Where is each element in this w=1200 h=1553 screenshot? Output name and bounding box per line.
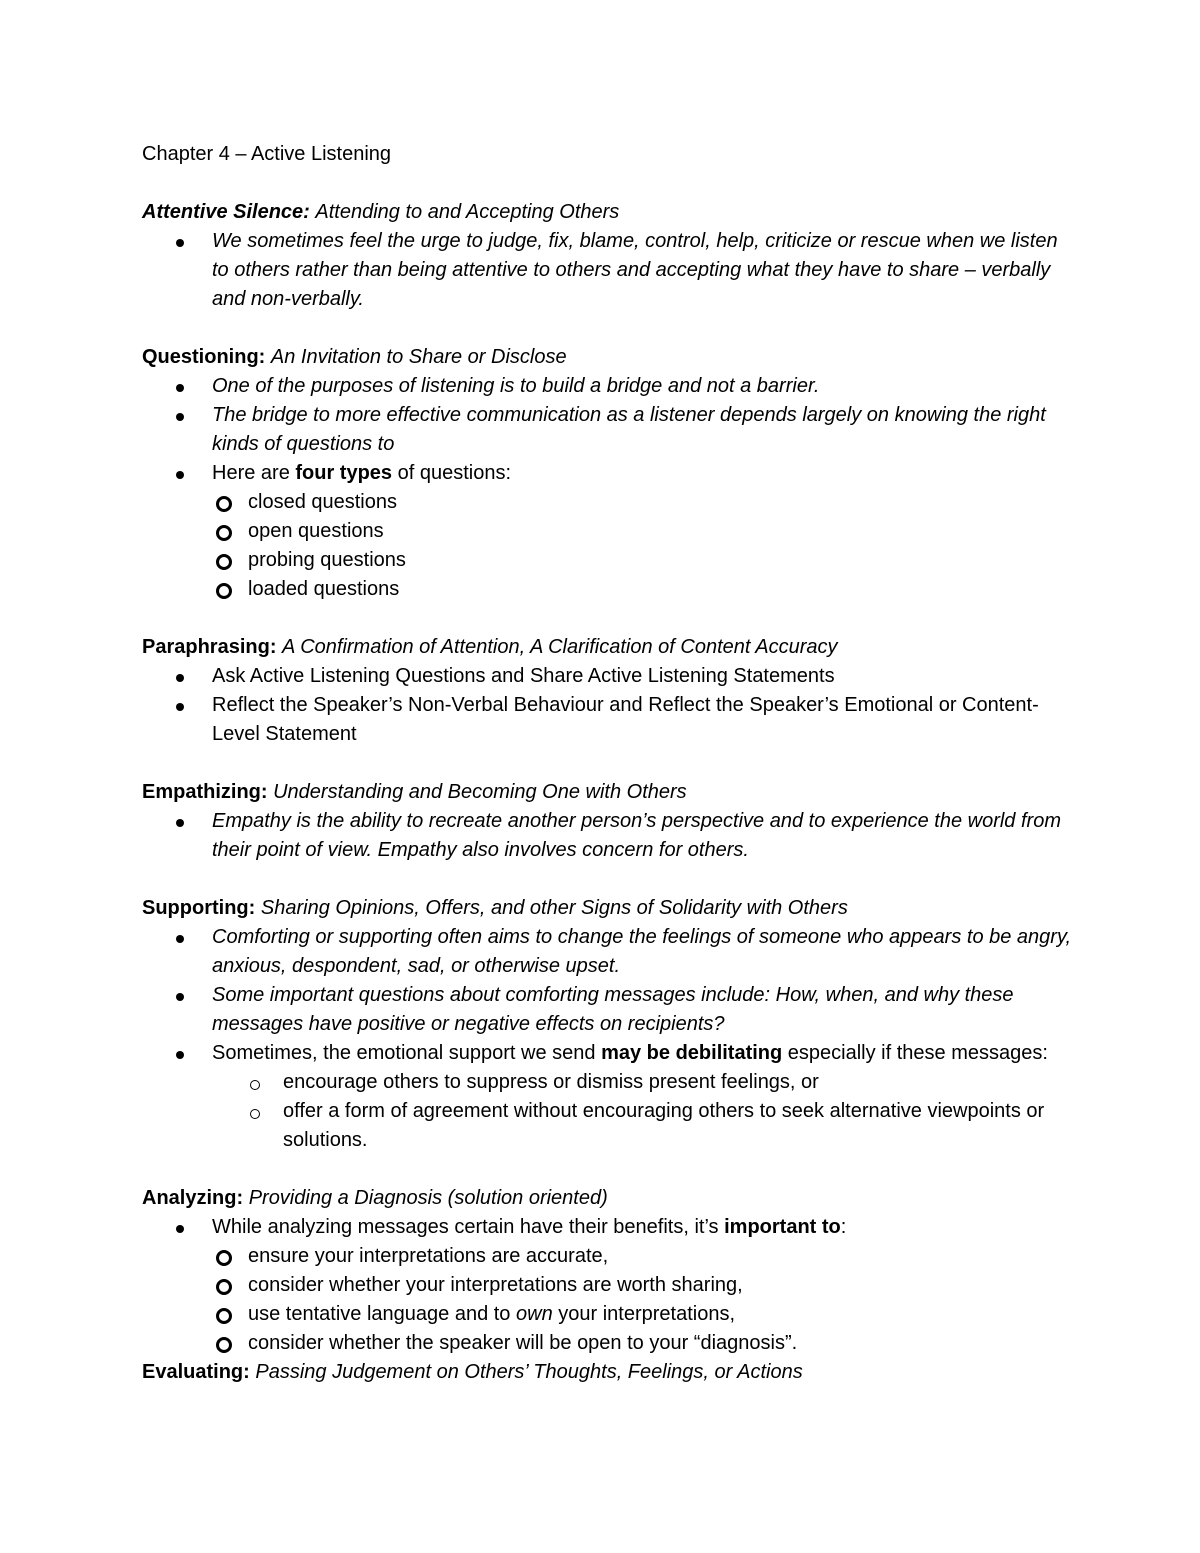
- ring-bullet-icon: [216, 1250, 232, 1266]
- list-item: [142, 1068, 1072, 1097]
- list-item: [142, 546, 1072, 575]
- emphasis-text: important to: [724, 1216, 841, 1238]
- list-item-text: open questions: [248, 520, 384, 542]
- list-item-text: Comforting or supporting often aims to change the feelings of someone who appears to be angry, anxious, despondent, sad, or otherwise upset.: [212, 926, 1072, 977]
- list-item: [142, 517, 1072, 546]
- ring-bullet-icon: [216, 1279, 232, 1295]
- list-item-text: your interpretations,: [552, 1303, 736, 1325]
- ring-bullet-icon: [216, 554, 232, 570]
- list-item-text: Sometimes, the emotional support we send: [212, 1042, 602, 1064]
- ring-bullet-icon: [216, 496, 232, 512]
- section-heading: [142, 633, 1072, 662]
- section-heading: [142, 1358, 1072, 1387]
- section-heading: [142, 1184, 1072, 1213]
- list-item-text: :: [840, 1216, 847, 1238]
- list-item-text: One of the purposes of listening is to build a bridge and not a barrier.: [212, 375, 820, 397]
- list-item: [142, 981, 1072, 1039]
- list-item: [142, 1271, 1072, 1300]
- list-item-text: especially if these messages:: [782, 1042, 1048, 1064]
- hollow-bullet-icon: [250, 1080, 260, 1090]
- bullet-icon: [176, 993, 184, 1001]
- heading-subtitle: Providing a Diagnosis (solution oriented): [248, 1187, 608, 1209]
- list-item: [142, 459, 1072, 488]
- bullet-list: [142, 227, 1072, 314]
- bullet-icon: [176, 674, 184, 682]
- bullet-list: [142, 662, 1072, 749]
- list-item: [142, 807, 1072, 865]
- heading-label: Analyzing:: [142, 1187, 244, 1209]
- ring-bullet-icon: [216, 1308, 232, 1324]
- list-item: [142, 1097, 1072, 1155]
- bullet-icon: [176, 471, 184, 479]
- bullet-list: [142, 1213, 1072, 1358]
- list-item-text: The bridge to more effective communication as a listener depends largely on knowing the right kinds of questions to: [212, 404, 1046, 455]
- list-item-text: Empathy is the ability to recreate another person’s perspective and to experience the world from their point of view. Empathy also involves concern for others.: [212, 810, 1061, 861]
- heading-subtitle: Passing Judgement on Others’ Thoughts, Feelings, or Actions: [255, 1361, 803, 1383]
- chapter-title: Chapter 4 – Active Listening: [142, 143, 392, 165]
- section-heading: [142, 343, 1072, 372]
- list-item: [142, 1300, 1072, 1329]
- heading-subtitle: Understanding and Becoming One with Others: [273, 781, 687, 803]
- bullet-icon: [176, 819, 184, 827]
- list-item: [142, 662, 1072, 691]
- bullet-icon: [176, 239, 184, 247]
- list-item-text: use tentative language and to: [248, 1303, 516, 1325]
- bullet-list: [142, 923, 1072, 1155]
- list-item-text: Reflect the Speaker’s Non-Verbal Behaviour and Reflect the Speaker’s Emotional or Content-Level Statement: [212, 694, 1039, 745]
- list-item: [142, 1242, 1072, 1271]
- section-supporting: [142, 894, 1072, 1155]
- section-evaluating: [142, 1358, 1072, 1387]
- ring-bullet-icon: [216, 525, 232, 541]
- list-item: [142, 1329, 1072, 1358]
- section-empathizing: [142, 778, 1072, 865]
- list-item: [142, 691, 1072, 749]
- bullet-icon: [176, 384, 184, 392]
- list-item-text: ensure your interpretations are accurate,: [248, 1245, 609, 1267]
- list-item-text: We sometimes feel the urge to judge, fix, blame, control, help, criticize or rescue when we listen to others rather than being attentive to others and accepting what they have to share – verbally and non-verbally.: [212, 230, 1058, 310]
- list-item: [142, 1039, 1072, 1068]
- list-item-text: offer a form of agreement without encouraging others to seek alternative viewpoints or solutions.: [283, 1100, 1045, 1151]
- emphasis-text: may be debilitating: [601, 1042, 783, 1064]
- bullet-icon: [176, 1051, 184, 1059]
- heading-subtitle: Attending to and Accepting Others: [315, 201, 620, 223]
- heading-label: Empathizing:: [142, 781, 268, 803]
- heading-subtitle: A Confirmation of Attention, A Clarification of Content Accuracy: [282, 636, 838, 658]
- section-paraphrasing: [142, 633, 1072, 749]
- heading-subtitle: Sharing Opinions, Offers, and other Signs of Solidarity with Others: [260, 897, 848, 919]
- document-page: [142, 140, 1072, 1416]
- heading-label: Attentive Silence:: [142, 201, 310, 223]
- list-item: [142, 227, 1072, 314]
- ring-bullet-icon: [216, 1337, 232, 1353]
- emphasis-text: own: [516, 1303, 553, 1325]
- list-item: [142, 372, 1072, 401]
- section-heading: [142, 778, 1072, 807]
- list-item-text: consider whether the speaker will be open to your “diagnosis”.: [248, 1332, 798, 1354]
- list-item-text: closed questions: [248, 491, 397, 513]
- heading-label: Supporting:: [142, 897, 256, 919]
- list-item-text: of questions:: [392, 462, 512, 484]
- list-item: [142, 488, 1072, 517]
- heading-subtitle: An Invitation to Share or Disclose: [270, 346, 567, 368]
- section-heading: [142, 198, 1072, 227]
- bullet-icon: [176, 1225, 184, 1233]
- ring-bullet-icon: [216, 583, 232, 599]
- list-item-text: consider whether your interpretations are worth sharing,: [248, 1274, 743, 1296]
- section-heading: [142, 894, 1072, 923]
- list-item: [142, 575, 1072, 604]
- heading-label: Paraphrasing:: [142, 636, 277, 658]
- list-item-text: probing questions: [248, 549, 406, 571]
- bullet-icon: [176, 935, 184, 943]
- list-item-text: encourage others to suppress or dismiss present feelings, or: [283, 1071, 819, 1093]
- heading-label: Evaluating:: [142, 1361, 250, 1383]
- list-item: [142, 401, 1072, 459]
- list-item: [142, 1213, 1072, 1242]
- heading-label: Questioning:: [142, 346, 266, 368]
- list-item-text: While analyzing messages certain have their benefits, it’s: [212, 1216, 725, 1238]
- section-questioning: [142, 343, 1072, 604]
- bullet-icon: [176, 703, 184, 711]
- hollow-bullet-icon: [250, 1109, 260, 1119]
- list-item-text: loaded questions: [248, 578, 400, 600]
- section-attentive-silence: [142, 198, 1072, 314]
- list-item-text: Here are: [212, 462, 296, 484]
- list-item-text: Ask Active Listening Questions and Share Active Listening Statements: [212, 665, 835, 687]
- bullet-list: [142, 807, 1072, 865]
- list-item: [142, 923, 1072, 981]
- bullet-icon: [176, 413, 184, 421]
- list-item-text: Some important questions about comforting messages include: How, when, and why these messages have positive or negative effects on recipients?: [212, 984, 1014, 1035]
- bullet-list: [142, 372, 1072, 604]
- section-analyzing: [142, 1184, 1072, 1358]
- emphasis-text: four types: [295, 462, 393, 484]
